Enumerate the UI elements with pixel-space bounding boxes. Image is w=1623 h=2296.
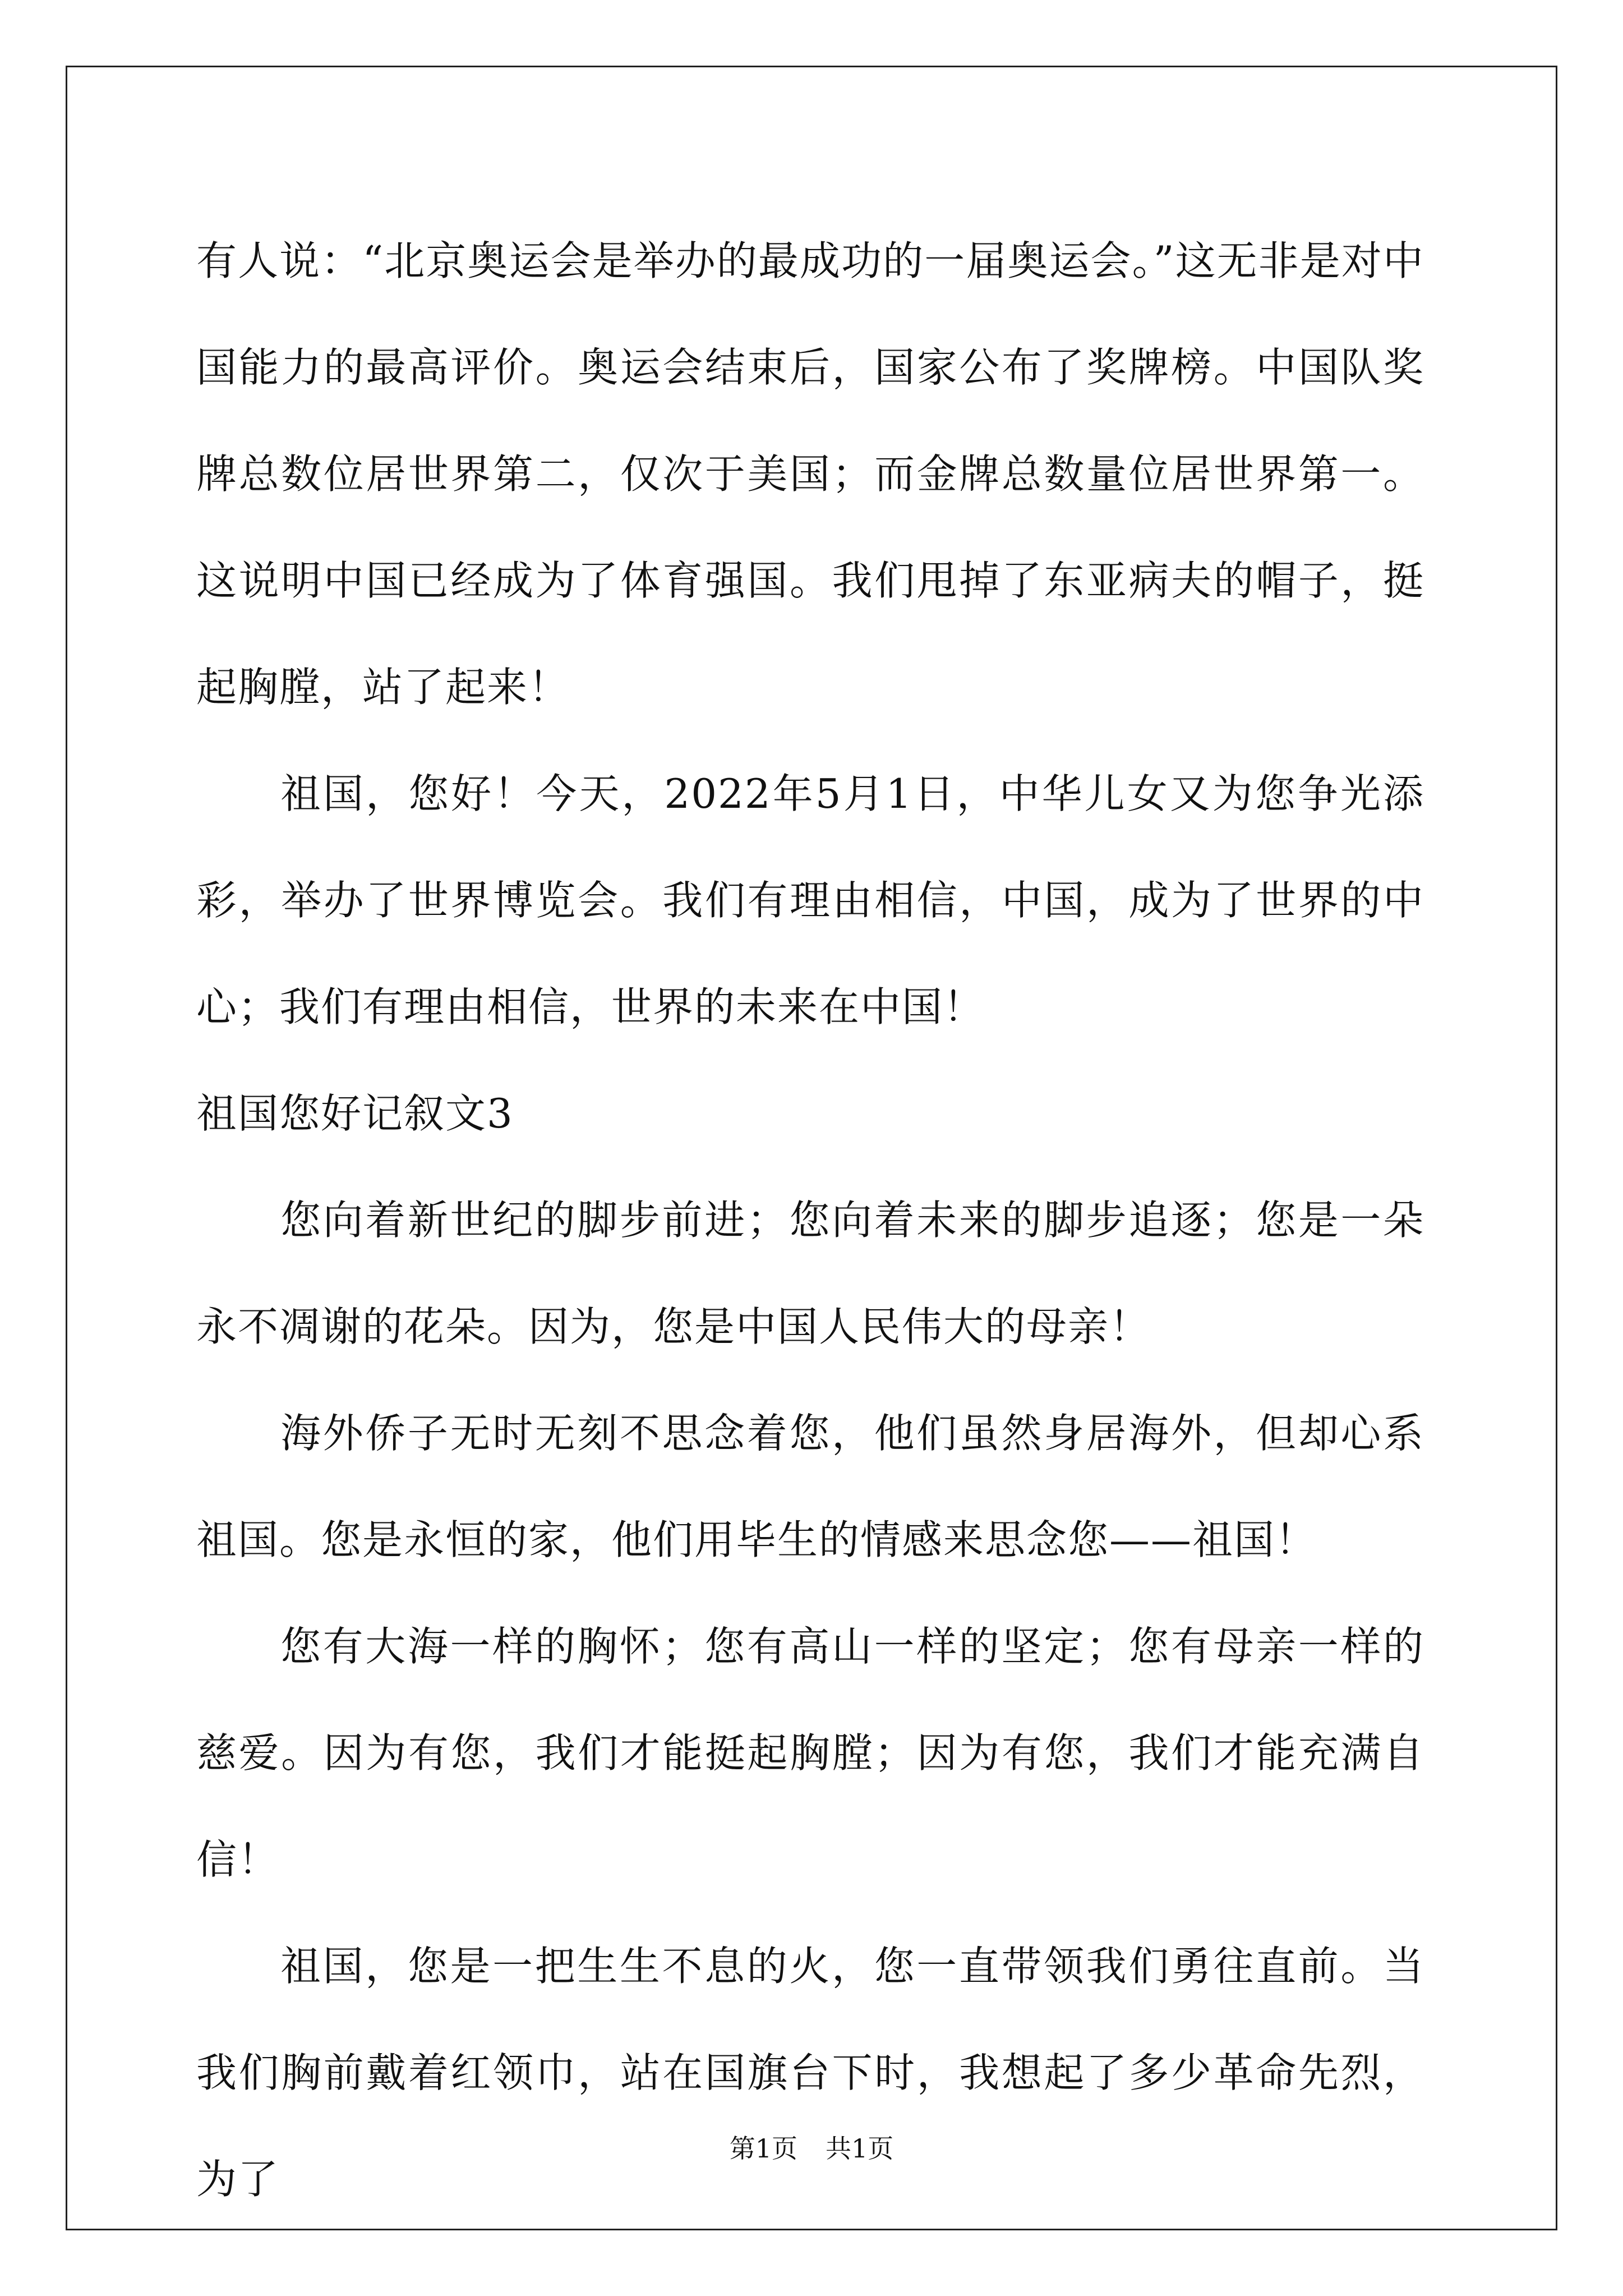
page-number-current: 第1页 bbox=[729, 2133, 797, 2164]
page-number-total: 共1页 bbox=[826, 2133, 894, 2164]
paragraph-olympics: 有人说：“北京奥运会是举办的最成功的一届奥运会。”这无非是对中国能力的最高评价。奥运会结束后，国家公布了奖牌榜。中国队奖牌总数位居世界第二，仅次于美国；而金牌总数量位居世界第一。这说明中国已经成为了体育强国。我们甩掉了东亚病夫的帽子，挺起胸膛，站了起来！ bbox=[196, 237, 1424, 711]
document-body bbox=[196, 208, 1424, 2233]
page-footer bbox=[0, 2132, 1623, 2165]
paragraph-fire: 祖国，您是一把生生不息的火，您一直带领我们勇往直前。当我们胸前戴着红领巾，站在国旗台下时，我想起了多少革命先烈，为了 bbox=[196, 1943, 1424, 2203]
section-heading: 祖国您好记叙文3 bbox=[196, 1090, 514, 1137]
paragraph-overseas: 海外侨子无时无刻不思念着您，他们虽然身居海外，但却心系祖国。您是永恒的家，他们用毕生的情感来思念您——祖国！ bbox=[196, 1410, 1424, 1563]
paragraph-new-century: 您向着新世纪的脚步前进；您向着未来的脚步追逐；您是一朵永不凋谢的花朵。因为，您是中国人民伟大的母亲！ bbox=[196, 1197, 1424, 1350]
paragraph-sea-mountain: 您有大海一样的胸怀；您有高山一样的坚定；您有母亲一样的慈爱。因为有您，我们才能挺起胸膛；因为有您，我们才能充满自信！ bbox=[196, 1623, 1424, 1883]
paragraph-expo: 祖国，您好！今天，2022年5月1日，中华儿女又为您争光添彩，举办了世界博览会。我们有理由相信，中国，成为了世界的中心；我们有理由相信，世界的未来在中国！ bbox=[196, 770, 1424, 1030]
